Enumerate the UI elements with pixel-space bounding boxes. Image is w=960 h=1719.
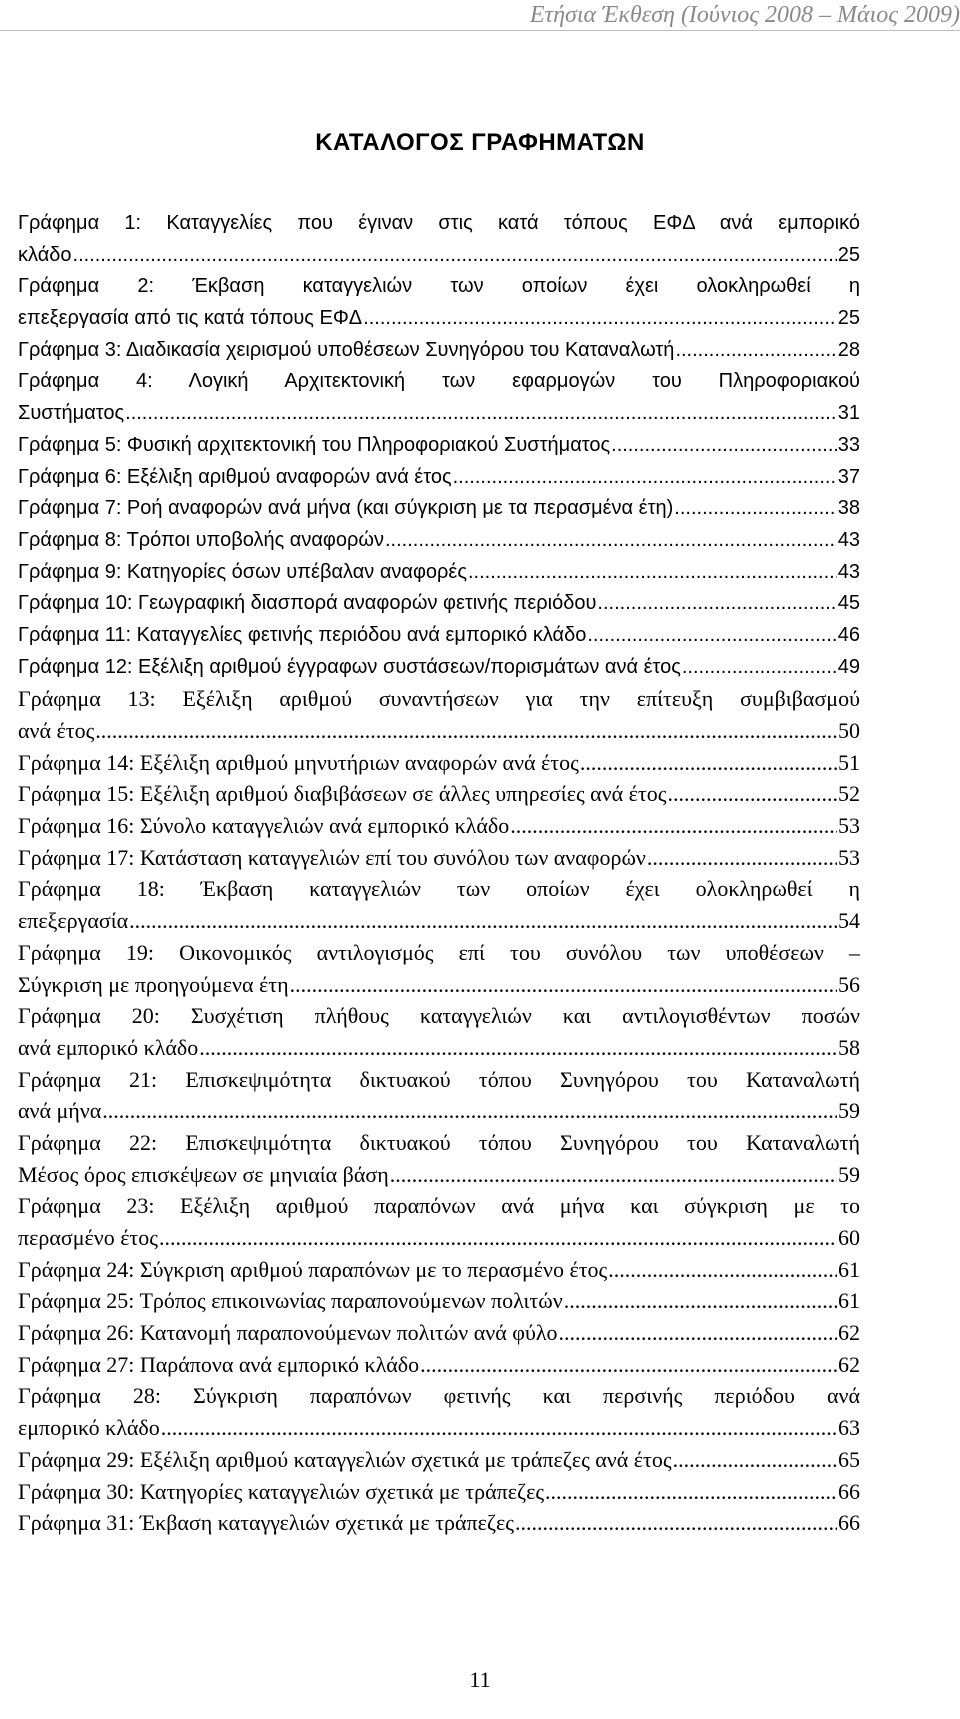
toc-entry-text: περασμένο έτος — [18, 1225, 158, 1250]
toc-entry-last-line — [18, 1032, 860, 1064]
toc-entry[interactable] — [18, 1380, 860, 1443]
toc-entry-last-line — [18, 1317, 860, 1349]
dot-leader — [515, 1507, 837, 1539]
toc-entry-text: κλάδο — [18, 243, 72, 266]
toc-entry-text: εμπορικό κλάδο — [18, 1415, 160, 1441]
toc-entry[interactable] — [18, 493, 860, 525]
toc-entry-text: Γράφημα 3: Διαδικασία χειρισμού υποθέσεων Συνηγόρου του Καταναλωτή — [18, 338, 675, 361]
toc-page-number: 37 — [837, 465, 860, 488]
toc-entry[interactable] — [18, 1190, 860, 1253]
toc-entry-text: Γράφημα 18: Έκβαση καταγγελιών των οποίων έχει ολοκληρωθεί η — [18, 876, 860, 902]
toc-entry-text: Γράφημα 27: Παράπονα ανά εμπορικό κλάδο — [18, 1351, 420, 1377]
toc-entry-text: Μέσος όρος επισκέψεων σε μηνιαία βάση — [18, 1161, 389, 1187]
page-title: ΚΑΤΑΛΟΓΟΣ ΓΡΑΦΗΜΑΤΩΝ — [315, 129, 645, 156]
toc-entry-last-line — [18, 1285, 860, 1317]
toc-entry[interactable] — [18, 1444, 860, 1476]
dot-leader — [510, 810, 837, 842]
toc-entry-text: Γράφημα 19: Οικονομικός αντιλογισμός επί του συνόλου των υποθέσεων – — [18, 939, 860, 965]
toc-page-number: 63 — [838, 1415, 860, 1441]
toc-entry-text: Γράφημα 8: Τρόποι υποβολής αναφορών — [18, 528, 384, 551]
toc-page-number: 59 — [838, 1098, 860, 1124]
toc-entry-last-line — [18, 398, 860, 430]
dot-leader — [597, 588, 836, 620]
toc-entry[interactable] — [18, 366, 860, 429]
toc-entry-text: Γράφημα 20: Συσχέτιση πλήθους καταγγελιών και αντιλογισθέντων ποσών — [18, 1003, 860, 1029]
dot-leader — [420, 1349, 837, 1381]
toc-entry[interactable] — [18, 937, 860, 1000]
toc-page-number: 56 — [838, 971, 860, 997]
toc-entry-last-line — [18, 493, 860, 525]
toc-entry-last-line — [18, 747, 860, 779]
toc-page-number: 43 — [837, 528, 860, 551]
toc-entry[interactable] — [18, 810, 860, 842]
toc-entry-text: Γράφημα 30: Κατηγορίες καταγγελιών σχετικά με τράπεζες — [18, 1478, 545, 1504]
toc-page-number: 53 — [838, 844, 860, 870]
toc-entry-text: Γράφημα 4: Λογική Αρχιτεκτονική των εφαρμογών του Πληροφοριακού — [18, 370, 860, 393]
header-divider — [0, 30, 960, 31]
toc-entry-text: Γράφημα 23: Εξέλιξη αριθμού παραπόνων ανά μήνα και σύγκριση με το — [18, 1193, 860, 1219]
running-header: Ετήσια Έκθεση (Ιούνιος 2008 – Μάιος 2009) — [529, 2, 960, 28]
toc-entry-text: Γράφημα 21: Επισκεψιμότητα δικτυακού τόπου Συνηγόρου του Καταναλωτή — [18, 1066, 860, 1092]
toc-page-number: 61 — [838, 1288, 860, 1314]
toc-entry-last-line — [18, 810, 860, 842]
toc-entry-last-line — [18, 525, 860, 557]
dot-leader — [675, 335, 836, 367]
toc-entry-text: Γράφημα 5: Φυσική αρχιτεκτονική του Πληροφοριακού Συστήματος — [18, 433, 611, 456]
toc-entry-text: Γράφημα 24: Σύγκριση αριθμού παραπόνων με το περασμένο έτος — [18, 1256, 608, 1282]
toc-entry[interactable] — [18, 1254, 860, 1286]
toc-page-number: 65 — [838, 1446, 860, 1472]
toc-entry-last-line — [18, 588, 860, 620]
dot-leader — [390, 1159, 837, 1191]
dot-leader — [667, 778, 837, 810]
toc-entry[interactable] — [18, 1285, 860, 1317]
toc-entry-last-line — [18, 1222, 860, 1254]
toc-entry-text: ανά έτος — [18, 718, 95, 743]
toc-entry-last-line — [18, 1095, 860, 1127]
toc-entry-text: Γράφημα 31: Έκβαση καταγγελιών σχετικά με τράπεζες — [18, 1510, 514, 1536]
toc-entry-text: Γράφημα 16: Σύνολο καταγγελιών ανά εμπορικό κλάδο — [18, 813, 510, 839]
toc-page-number: 31 — [837, 402, 860, 425]
figure-list — [18, 208, 860, 1539]
toc-entry[interactable] — [18, 525, 860, 557]
dot-leader — [673, 1444, 837, 1476]
toc-page-number: 28 — [837, 338, 860, 361]
toc-entry-text: Γράφημα 9: Κατηγορίες όσων υπέβαλαν αναφορές — [18, 560, 467, 583]
dot-leader — [102, 1095, 837, 1127]
toc-page-number: 52 — [838, 781, 860, 807]
toc-entry[interactable] — [18, 1317, 860, 1349]
toc-entry[interactable] — [18, 271, 860, 334]
toc-page-number: 62 — [838, 1320, 860, 1346]
toc-entry[interactable] — [18, 1349, 860, 1381]
toc-entry[interactable] — [18, 747, 860, 779]
dot-leader — [559, 1317, 837, 1349]
toc-entry-last-line — [18, 905, 860, 937]
toc-entry[interactable] — [18, 842, 860, 874]
dot-leader — [199, 1032, 837, 1064]
toc-entry-text: Γράφημα 2: Έκβαση καταγγελιών των οποίων έχει ολοκληρωθεί η — [18, 275, 860, 298]
dot-leader — [95, 715, 837, 747]
toc-page-number: 53 — [838, 813, 860, 839]
toc-entry[interactable] — [18, 683, 860, 746]
toc-entry-text: Σύγκριση με προηγούμενα έτη — [18, 971, 289, 997]
toc-entry[interactable] — [18, 1064, 860, 1127]
toc-page-number: 54 — [838, 908, 860, 934]
toc-entry-last-line — [18, 1444, 860, 1476]
toc-entry-text: Γράφημα 11: Καταγγελίες φετινής περιόδου ανά εμπορικό κλάδο — [18, 623, 587, 646]
toc-page-number: 61 — [838, 1256, 860, 1282]
toc-entry[interactable] — [18, 335, 860, 367]
toc-entry-last-line — [18, 1507, 860, 1539]
toc-page-number: 50 — [838, 718, 860, 743]
dot-leader — [611, 430, 837, 462]
dot-leader — [564, 1285, 837, 1317]
toc-entry-last-line — [18, 1159, 860, 1191]
toc-page-number: 59 — [838, 1161, 860, 1187]
toc-entry[interactable] — [18, 1476, 860, 1508]
toc-page-number: 46 — [837, 623, 860, 646]
toc-page-number: 66 — [838, 1478, 860, 1504]
toc-entry-last-line — [18, 1476, 860, 1508]
toc-entry[interactable] — [18, 620, 860, 652]
toc-page-number: 60 — [838, 1225, 860, 1250]
toc-entry-text: Γράφημα 14: Εξέλιξη αριθμού μηνυτήριων αναφορών ανά έτος — [18, 749, 579, 775]
dot-leader — [290, 969, 837, 1001]
toc-page-number: 62 — [838, 1351, 860, 1377]
toc-page-number: 38 — [837, 497, 860, 520]
toc-entry-last-line — [18, 1412, 860, 1444]
toc-entry-last-line — [18, 969, 860, 1001]
toc-entry-text: Γράφημα 26: Κατανομή παραπονούμενων πολιτών ανά φύλο — [18, 1320, 558, 1346]
toc-entry-text: Γράφημα 22: Επισκεψιμότητα δικτυακού τόπου Συνηγόρου του Καταναλωτή — [18, 1129, 860, 1155]
dot-leader — [545, 1476, 837, 1508]
toc-entry-last-line — [18, 303, 860, 335]
toc-entry[interactable] — [18, 588, 860, 620]
toc-entry[interactable] — [18, 873, 860, 936]
dot-leader — [587, 620, 836, 652]
dot-leader — [159, 1222, 837, 1254]
toc-entry[interactable] — [18, 1127, 860, 1190]
toc-entry[interactable] — [18, 778, 860, 810]
dot-leader — [674, 493, 836, 525]
toc-page-number: 45 — [837, 592, 860, 615]
dot-leader — [580, 747, 837, 779]
toc-entry-text: Συστήματος — [18, 402, 125, 425]
toc-entry-last-line — [18, 240, 860, 272]
toc-entry[interactable] — [18, 208, 860, 271]
toc-page-number: 25 — [837, 243, 860, 266]
toc-entry[interactable] — [18, 1000, 860, 1063]
toc-entry-last-line — [18, 430, 860, 462]
toc-entry[interactable] — [18, 652, 860, 684]
toc-entry[interactable] — [18, 430, 860, 462]
toc-entry-last-line — [18, 778, 860, 810]
dot-leader — [453, 462, 837, 494]
toc-page-number: 43 — [837, 560, 860, 583]
toc-entry[interactable] — [18, 462, 860, 494]
toc-entry-text: Γράφημα 7: Ροή αναφορών ανά μήνα (και σύγκριση με τα περασμένα έτη) — [18, 497, 674, 520]
toc-entry-text: Γράφημα 29: Εξέλιξη αριθμού καταγγελιών σχετικά με τράπεζες ανά έτος — [18, 1446, 672, 1472]
toc-entry-last-line — [18, 335, 860, 367]
toc-page-number: 49 — [837, 655, 860, 678]
dot-leader — [363, 303, 837, 335]
dot-leader — [73, 240, 837, 272]
toc-entry-text: Γράφημα 17: Κατάσταση καταγγελιών επί του συνόλου των αναφορών — [18, 844, 646, 870]
toc-entry-text: Γράφημα 10: Γεωγραφική διασπορά αναφορών φετινής περιόδου — [18, 592, 597, 615]
toc-entry-last-line — [18, 557, 860, 589]
toc-entry[interactable] — [18, 1507, 860, 1539]
toc-entry-text: Γράφημα 6: Εξέλιξη αριθμού αναφορών ανά έτος — [18, 465, 452, 488]
toc-page-number: 51 — [838, 749, 860, 775]
toc-entry-text: ανά εμπορικό κλάδο — [18, 1034, 199, 1060]
toc-entry-last-line — [18, 1349, 860, 1381]
toc-page-number: 25 — [837, 307, 860, 330]
dot-leader — [468, 557, 837, 589]
toc-entry-last-line — [18, 715, 860, 747]
toc-page-number: 33 — [837, 433, 860, 456]
toc-entry[interactable] — [18, 557, 860, 589]
toc-entry-text: Γράφημα 13: Εξέλιξη αριθμού συναντήσεων για την επίτευξη συμβιβασμού — [18, 686, 860, 712]
toc-entry-text: Γράφημα 25: Τρόπος επικοινωνίας παραπονούμενων πολιτών — [18, 1288, 563, 1314]
dot-leader — [385, 525, 837, 557]
toc-entry-text: Γράφημα 28: Σύγκριση παραπόνων φετινής και περσινής περιόδου ανά — [18, 1383, 860, 1409]
toc-entry-text: ανά μήνα — [18, 1098, 102, 1124]
toc-entry-text: επεξεργασία — [18, 908, 129, 934]
toc-page-number: 58 — [838, 1034, 860, 1060]
toc-entry-text: επεξεργασία από τις κατά τόπους ΕΦΔ — [18, 307, 363, 330]
toc-entry-last-line — [18, 652, 860, 684]
dot-leader — [129, 905, 837, 937]
toc-entry-text: Γράφημα 12: Εξέλιξη αριθμού έγγραφων συστάσεων/πορισμάτων ανά έτος — [18, 655, 681, 678]
toc-entry-last-line — [18, 620, 860, 652]
dot-leader — [608, 1254, 837, 1286]
page-number: 11 — [469, 1667, 491, 1692]
dot-leader — [125, 398, 837, 430]
toc-entry-last-line — [18, 462, 860, 494]
toc-page-number: 66 — [838, 1510, 860, 1536]
toc-entry-text: Γράφημα 15: Εξέλιξη αριθμού διαβιβάσεων σε άλλες υπηρεσίες ανά έτος — [18, 781, 667, 807]
dot-leader — [647, 842, 837, 874]
toc-entry-last-line — [18, 1254, 860, 1286]
dot-leader — [682, 652, 837, 684]
toc-entry-text: Γράφημα 1: Καταγγελίες που έγιναν στις κατά τόπους ΕΦΔ ανά εμπορικό — [18, 212, 860, 234]
toc-entry-last-line — [18, 842, 860, 874]
dot-leader — [161, 1412, 837, 1444]
